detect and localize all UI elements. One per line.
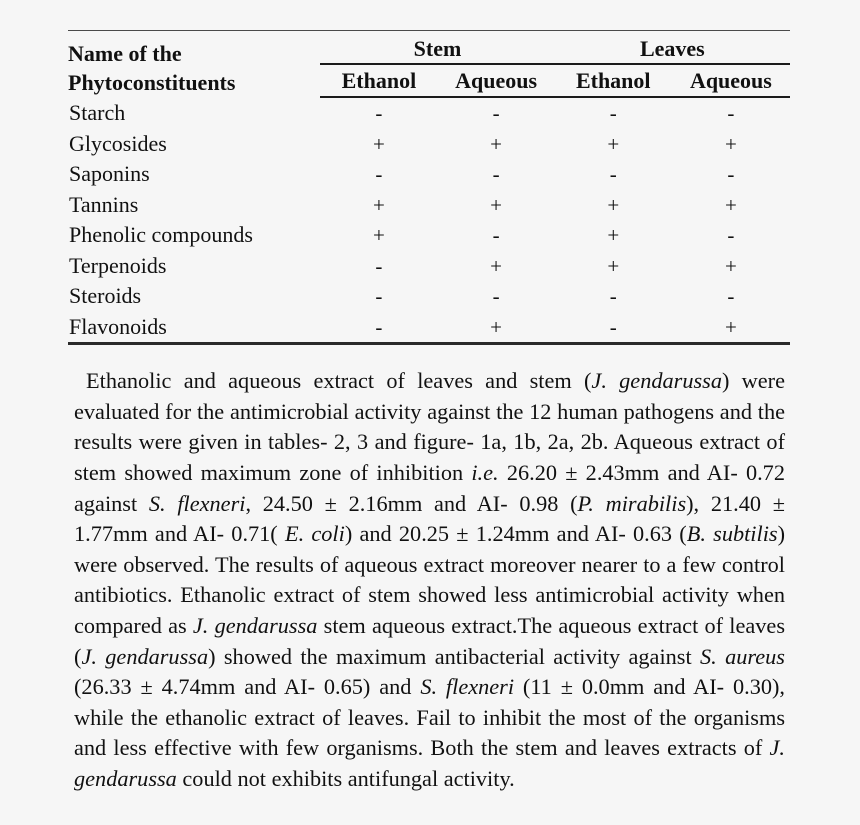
table-bottom-rule (68, 344, 790, 346)
cell-leaves-aqueous: + (724, 253, 737, 278)
cell-leaves-aqueous: + (724, 131, 737, 156)
row-label: Tannins (69, 191, 139, 217)
cell-leaves-aqueous: - (727, 223, 735, 247)
table-row (68, 312, 790, 344)
cell-stem-aqueous: + (490, 192, 502, 217)
row-label: Flavonoids (69, 313, 167, 339)
text-run: ) showed the maximum antibacterial activity against (208, 643, 701, 669)
text-run: could not exhibits antifungal activity. (176, 766, 515, 792)
results-paragraph (74, 366, 785, 794)
text-run: ) were observed. The results of aqueous extract moreover nearer to a few control antibiotics. Ethanolic extract of stem showed less antimicrobial activity when compared as (74, 521, 786, 639)
header-group-leaves: Leaves (555, 31, 790, 64)
cell-leaves-ethanol: + (607, 223, 620, 247)
row-label: Steroids (69, 283, 142, 308)
header-leaves-ethanol: Ethanol (555, 64, 672, 97)
cell-stem-ethanol: - (375, 101, 383, 125)
italic-term: S. flexneri (148, 490, 246, 516)
italic-term: P. mirabilis (577, 490, 687, 516)
italic-term: i.e. (471, 460, 499, 486)
cell-stem-ethanol: + (373, 223, 385, 247)
header-name-line2: Phytoconstituents (68, 70, 236, 95)
cell-stem-ethanol: - (375, 314, 383, 339)
row-label: Starch (69, 99, 126, 125)
text-run: ) and 20.25 ± 1.24mm and AI- 0.63 ( (344, 521, 687, 547)
italic-term: J. gendarussa (591, 368, 722, 394)
row-label: Terpenoids (69, 252, 167, 278)
cell-leaves-ethanol: - (609, 162, 617, 186)
table-row (68, 220, 790, 251)
header-leaves-aqueous: Aqueous (672, 64, 790, 97)
row-label: Phenolic compounds (69, 222, 253, 247)
italic-term: J. gendarussa (192, 613, 318, 639)
text-run: (11 ± 0.0mm and AI- 0.30), while the ethanolic extract of leaves. Fail to inhibit the most of the organisms and less effective with few organisms. Both the stem and leaves extracts of (74, 674, 785, 761)
italic-term: B. subtilis (686, 521, 778, 547)
cell-stem-aqueous: - (492, 101, 500, 125)
cell-stem-ethanol: - (375, 162, 383, 186)
phytoconstituents-table-container (68, 30, 790, 345)
cell-stem-ethanol: - (375, 253, 383, 278)
cell-leaves-aqueous: + (724, 314, 737, 339)
italic-term: J. gendarussa (74, 735, 785, 792)
cell-stem-ethanol: + (373, 192, 385, 217)
cell-stem-aqueous: + (490, 314, 502, 339)
cell-stem-ethanol: + (373, 131, 385, 156)
cell-leaves-ethanol: - (609, 314, 617, 339)
italic-term: E. coli (284, 521, 345, 547)
cell-leaves-ethanol: - (609, 284, 617, 308)
table-row (68, 251, 790, 282)
table-row (68, 190, 790, 221)
phytoconstituents-table (68, 30, 790, 345)
italic-term: S. flexneri (420, 674, 515, 700)
cell-stem-aqueous: - (492, 162, 500, 186)
text-run: (26.33 ± 4.74mm and AI- 0.65) and (74, 674, 421, 700)
header-stem-ethanol: Ethanol (320, 64, 437, 97)
table-row (68, 97, 790, 129)
cell-stem-ethanol: - (375, 284, 383, 308)
text-run: Ethanolic and aqueous extract of leaves and stem ( (86, 368, 592, 394)
italic-term: S. aureus (700, 643, 785, 669)
text-run: ) were evaluated for the antimicrobial activity against the 12 human pathogens and the results were given in tables- 2, 3 and figure- 1a, 1b, 2a, 2b. Aqueous extract of stem showed maximum zone of inhibition (74, 368, 785, 486)
text-run: 26.20 ± 2.43mm and AI- 0.72 against (74, 460, 785, 516)
cell-leaves-ethanol: - (609, 101, 617, 125)
table-row (68, 159, 790, 190)
text-run: , 24.50 ± 2.16mm and AI- 0.98 ( (245, 490, 578, 516)
cell-stem-aqueous: + (490, 131, 502, 156)
table-body (68, 97, 790, 345)
cell-leaves-ethanol: + (607, 131, 620, 156)
cell-leaves-ethanol: + (607, 192, 620, 217)
table-header (68, 31, 790, 98)
cell-leaves-ethanol: + (607, 253, 620, 278)
row-label: Glycosides (69, 130, 167, 156)
cell-stem-aqueous: - (492, 223, 500, 247)
cell-leaves-aqueous: - (727, 162, 735, 186)
cell-stem-aqueous: - (492, 284, 500, 308)
text-run: ), 21.40 ± 1.77mm and AI- 0.71( (74, 490, 785, 547)
cell-leaves-aqueous: - (727, 101, 735, 125)
table-row (68, 281, 790, 312)
table-row (68, 129, 790, 160)
text-run: stem aqueous extract.The aqueous extract of leaves ( (74, 613, 785, 669)
header-name-cell (68, 31, 320, 97)
table-header-group-row (68, 31, 790, 64)
header-stem-aqueous: Aqueous (438, 64, 555, 97)
header-group-stem: Stem (320, 31, 554, 64)
cell-leaves-aqueous: + (724, 192, 737, 217)
cell-stem-aqueous: + (490, 253, 502, 278)
header-name-line1: Name of the (68, 41, 182, 66)
italic-term: J. gendarussa (81, 643, 209, 669)
row-label: Saponins (69, 161, 150, 186)
cell-leaves-aqueous: - (727, 284, 735, 308)
